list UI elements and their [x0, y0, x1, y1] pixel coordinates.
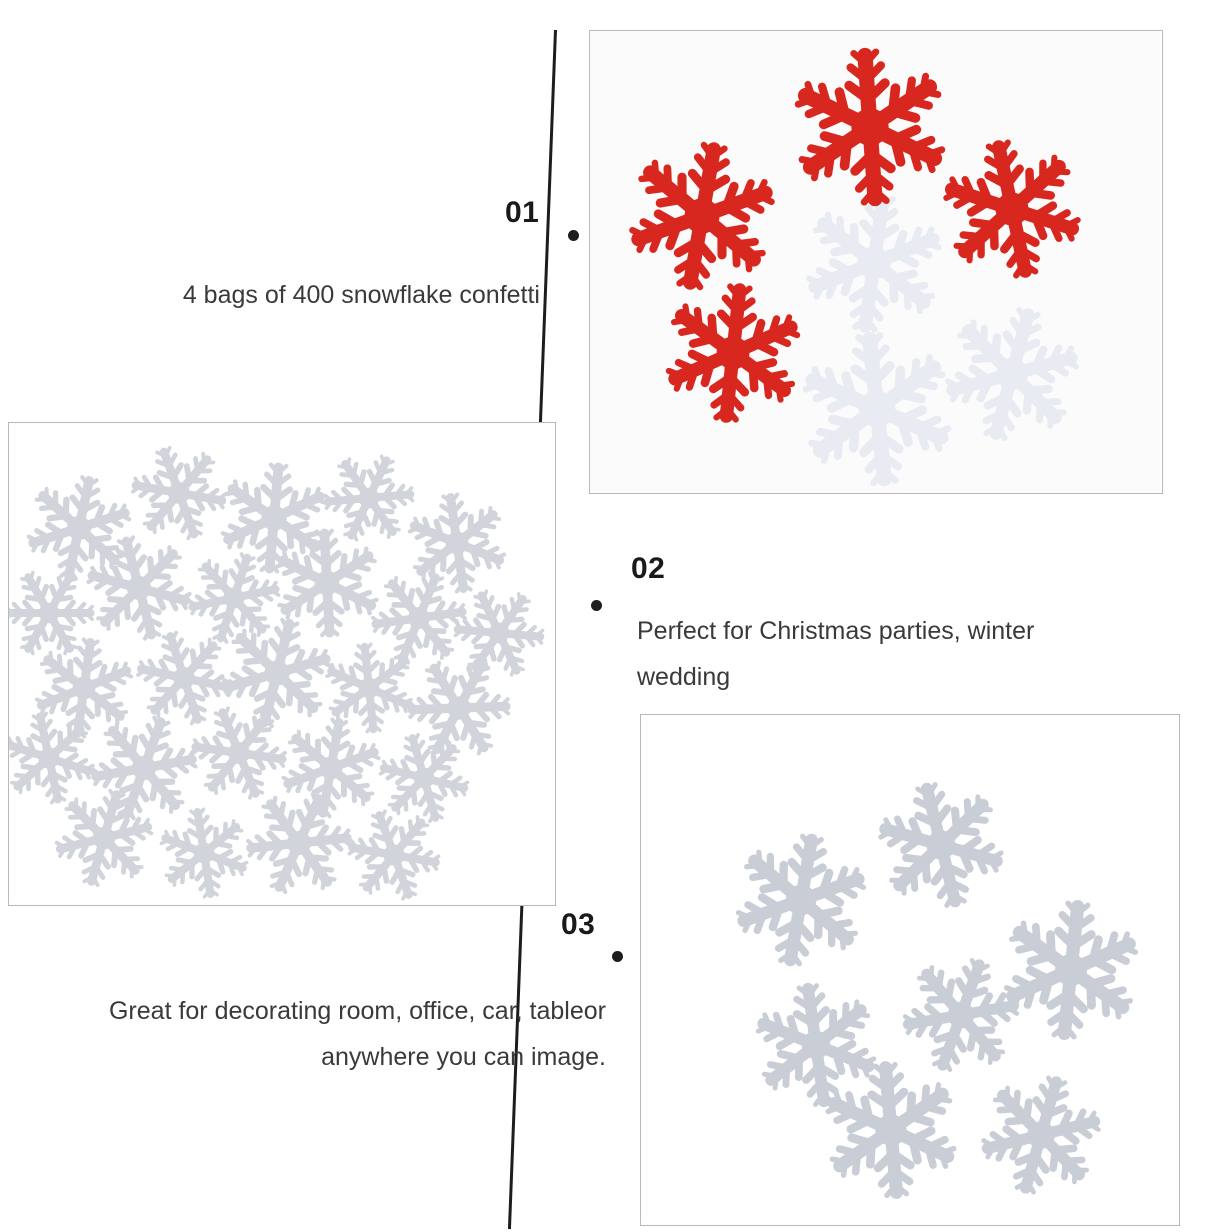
- timeline-marker-02: [591, 600, 602, 611]
- photo-silver-snowflake-pile: [8, 422, 556, 906]
- photo-3-content: [641, 715, 1179, 1225]
- photo-2-content: [9, 423, 555, 905]
- red-white-snowflake-illustration: [590, 31, 1160, 491]
- silver-snowflake-closeup-illustration: [641, 715, 1177, 1223]
- step-number-03: 03: [561, 908, 596, 941]
- step-number-01: 01: [505, 196, 540, 229]
- step-number-02: 02: [631, 552, 666, 585]
- step-caption-03: Great for decorating room, office, car, tableor anywhere you can image.: [108, 997, 606, 1071]
- photo-silver-snowflakes-closeup: [640, 714, 1180, 1226]
- step-caption-02: Perfect for Christmas parties, winter wedding: [637, 617, 1035, 691]
- step-caption-01: 4 bags of 400 snowflake confetti: [182, 281, 540, 309]
- timeline-marker-01: [568, 230, 579, 241]
- photo-red-and-white-snowflakes: [589, 30, 1163, 494]
- timeline-marker-03: [612, 951, 623, 962]
- photo-1-content: [590, 31, 1162, 493]
- silver-snowflake-pile-illustration: [9, 423, 553, 903]
